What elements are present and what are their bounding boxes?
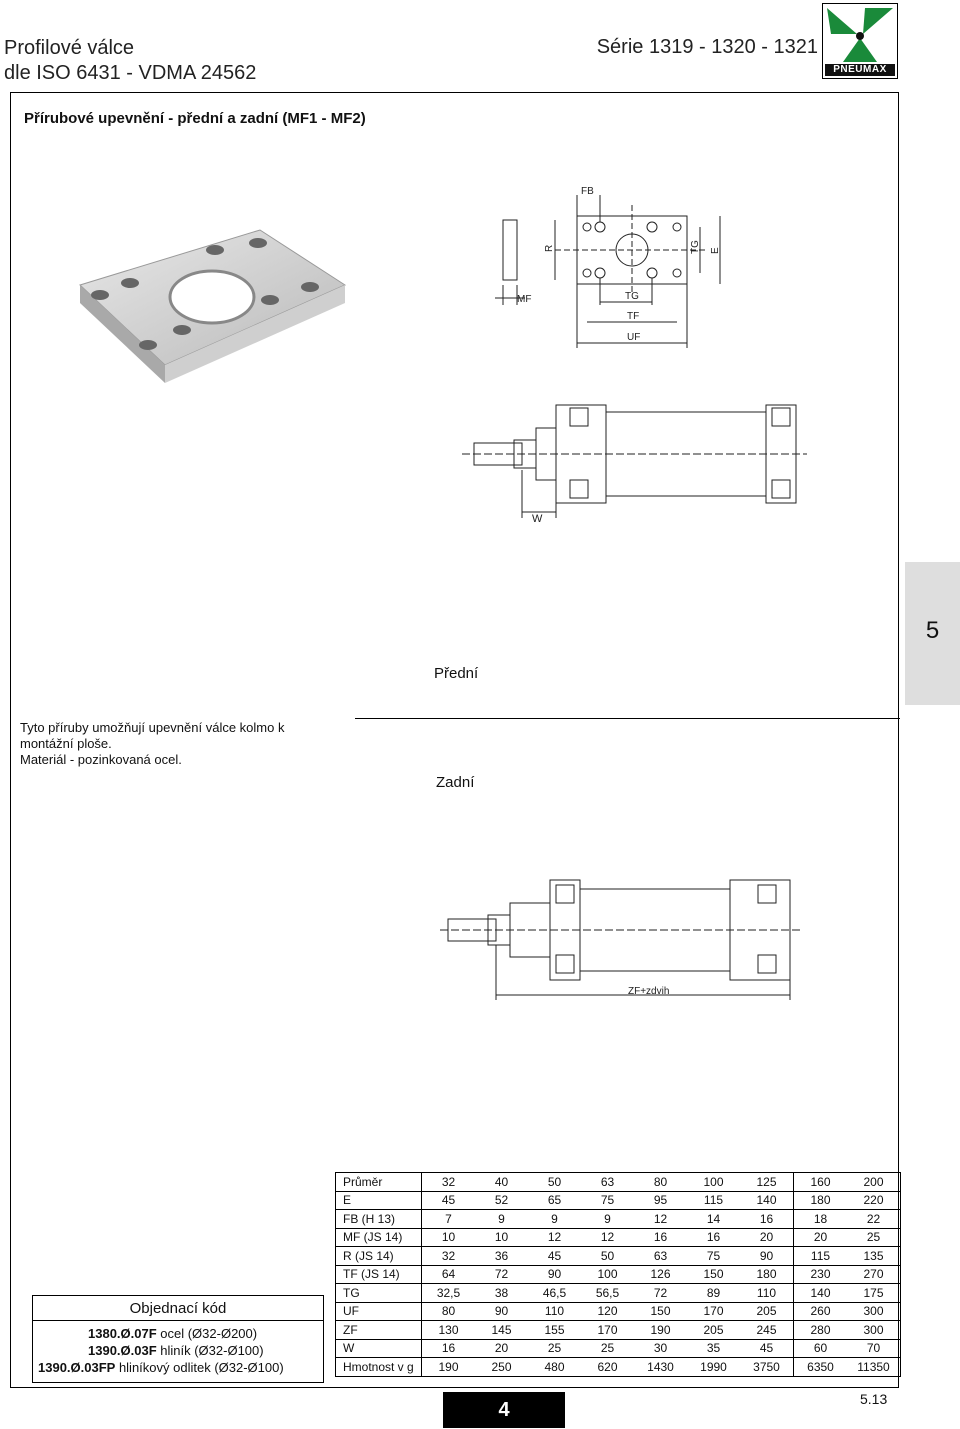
- row-header-cell: MF (JS 14): [336, 1228, 422, 1247]
- row-header-cell: ZF: [336, 1321, 422, 1340]
- table-cell: 95: [634, 1191, 687, 1210]
- divider-line: [355, 718, 900, 719]
- table-cell: 150: [634, 1302, 687, 1321]
- table-cell: 11350: [847, 1358, 901, 1377]
- order-desc: hliníkový odlitek (Ø32-Ø100): [115, 1360, 284, 1375]
- table-cell: 180: [740, 1265, 794, 1284]
- chapter-tab: [905, 562, 960, 705]
- table-cell: 110: [528, 1302, 581, 1321]
- table-cell: 175: [847, 1284, 901, 1303]
- description-line3: Materiál - pozinkovaná ocel.: [20, 752, 182, 767]
- table-cell: 16: [740, 1210, 794, 1229]
- table-cell: 18: [794, 1210, 848, 1229]
- flange-dimension-drawing: [495, 180, 735, 350]
- table-cell: 80: [634, 1173, 687, 1192]
- table-cell: 63: [581, 1173, 634, 1192]
- table-cell: 180: [794, 1191, 848, 1210]
- table-cell: 230: [794, 1265, 848, 1284]
- table-cell: 115: [794, 1247, 848, 1266]
- front-view-label: Přední: [434, 665, 479, 682]
- table-cell: 7: [422, 1210, 476, 1229]
- table-cell: 45: [422, 1191, 476, 1210]
- logo-pinwheel-icon: [823, 4, 897, 64]
- table-cell: 12: [581, 1228, 634, 1247]
- table-cell: 90: [475, 1302, 528, 1321]
- order-code-separator: [32, 1320, 324, 1321]
- table-cell: 20: [794, 1228, 848, 1247]
- table-row: [336, 1191, 901, 1210]
- table-cell: 35: [687, 1339, 740, 1358]
- table-cell: 1990: [687, 1358, 740, 1377]
- label-fb: FB: [581, 186, 594, 197]
- table-cell: 32: [422, 1247, 476, 1266]
- table-cell: 72: [475, 1265, 528, 1284]
- table-cell: 125: [740, 1173, 794, 1192]
- table-cell: 25: [581, 1339, 634, 1358]
- table-cell: 45: [740, 1339, 794, 1358]
- table-cell: 200: [847, 1173, 901, 1192]
- label-tg: TG: [625, 291, 639, 302]
- rear-cylinder-drawing: [440, 875, 805, 1005]
- table-cell: 65: [528, 1191, 581, 1210]
- table-cell: 12: [528, 1228, 581, 1247]
- table-row: [336, 1247, 901, 1266]
- order-code: 1390.Ø.03FP: [38, 1360, 116, 1375]
- table-cell: 10: [475, 1228, 528, 1247]
- description: [20, 720, 284, 768]
- table-cell: 16: [687, 1228, 740, 1247]
- description-line2: montážní ploše.: [20, 736, 112, 751]
- row-header-cell: TG: [336, 1284, 422, 1303]
- table-cell: 6350: [794, 1358, 848, 1377]
- table-cell: 36: [475, 1247, 528, 1266]
- table-cell: 300: [847, 1302, 901, 1321]
- table-cell: 250: [475, 1358, 528, 1377]
- label-tg-vertical: TG: [690, 240, 701, 254]
- row-header-cell: TF (JS 14): [336, 1265, 422, 1284]
- table-cell: 190: [422, 1358, 476, 1377]
- table-cell: 60: [794, 1339, 848, 1358]
- table-cell: 1430: [634, 1358, 687, 1377]
- order-code: 1380.Ø.07F: [88, 1326, 157, 1341]
- table-cell: 110: [740, 1284, 794, 1303]
- table-cell: 50: [581, 1247, 634, 1266]
- table-cell: 220: [847, 1191, 901, 1210]
- order-code-title: Objednací kód: [129, 1300, 227, 1317]
- table-row: [336, 1284, 901, 1303]
- table-cell: 190: [634, 1321, 687, 1340]
- table-cell: 135: [847, 1247, 901, 1266]
- pneumax-logo: [822, 3, 898, 79]
- row-header-cell: UF: [336, 1302, 422, 1321]
- table-cell: 3750: [740, 1358, 794, 1377]
- table-cell: 90: [740, 1247, 794, 1266]
- table-cell: 130: [422, 1321, 476, 1340]
- table-cell: 16: [634, 1228, 687, 1247]
- table-cell: 115: [687, 1191, 740, 1210]
- header-title-line2: dle ISO 6431 - VDMA 24562: [4, 62, 257, 84]
- label-uf: UF: [627, 332, 641, 343]
- table-cell: 170: [687, 1302, 740, 1321]
- rear-view-label: Zadní: [436, 774, 475, 791]
- table-cell: 75: [581, 1191, 634, 1210]
- table-cell: 89: [687, 1284, 740, 1303]
- row-header-cell: Hmotnost v g: [336, 1358, 422, 1377]
- table-cell: 170: [581, 1321, 634, 1340]
- table-cell: 56,5: [581, 1284, 634, 1303]
- table-cell: 205: [740, 1302, 794, 1321]
- table-cell: 205: [687, 1321, 740, 1340]
- table-cell: 155: [528, 1321, 581, 1340]
- table-cell: 90: [528, 1265, 581, 1284]
- table-row: [336, 1265, 901, 1284]
- table-cell: 80: [422, 1302, 476, 1321]
- label-zf: ZF+zdvih: [628, 986, 670, 997]
- table-row: [336, 1228, 901, 1247]
- table-cell: 63: [634, 1247, 687, 1266]
- table-cell: 52: [475, 1191, 528, 1210]
- label-w: W: [532, 513, 543, 525]
- row-header-cell: E: [336, 1191, 422, 1210]
- row-header-cell: W: [336, 1339, 422, 1358]
- table-cell: 32: [422, 1173, 476, 1192]
- table-cell: 25: [847, 1228, 901, 1247]
- flange-plate-image: [70, 225, 350, 395]
- table-cell: 126: [634, 1265, 687, 1284]
- table-cell: 100: [687, 1173, 740, 1192]
- table-cell: 46,5: [528, 1284, 581, 1303]
- series-title: Série 1319 - 1320 - 1321: [596, 36, 818, 58]
- order-item: [88, 1325, 257, 1342]
- table-row: [336, 1339, 901, 1358]
- table-row: [336, 1321, 901, 1340]
- table-cell: 10: [422, 1228, 476, 1247]
- chapter-number: 5: [925, 617, 940, 644]
- table-cell: 140: [794, 1284, 848, 1303]
- table-cell: 120: [581, 1302, 634, 1321]
- header-title: [4, 36, 256, 86]
- table-cell: 40: [475, 1173, 528, 1192]
- table-cell: 9: [528, 1210, 581, 1229]
- label-tf: TF: [627, 311, 640, 322]
- table-cell: 14: [687, 1210, 740, 1229]
- table-cell: 30: [634, 1339, 687, 1358]
- row-header-cell: Průměr: [336, 1173, 422, 1192]
- order-desc: hliník (Ø32-Ø100): [156, 1343, 264, 1358]
- table-cell: 75: [687, 1247, 740, 1266]
- header-title-line1: Profilové válce: [4, 37, 135, 59]
- table-cell: 32,5: [422, 1284, 476, 1303]
- table-cell: 9: [581, 1210, 634, 1229]
- table-row: [336, 1173, 901, 1192]
- table-cell: 72: [634, 1284, 687, 1303]
- table-cell: 9: [475, 1210, 528, 1229]
- table-cell: 270: [847, 1265, 901, 1284]
- table-cell: 145: [475, 1321, 528, 1340]
- table-cell: 150: [687, 1265, 740, 1284]
- table-cell: 260: [794, 1302, 848, 1321]
- table-cell: 25: [528, 1339, 581, 1358]
- order-code: 1390.Ø.03F: [88, 1343, 157, 1358]
- order-item: [38, 1359, 284, 1376]
- description-line1: Tyto příruby umožňují upevnění válce kolmo k: [20, 720, 285, 735]
- table-row: [336, 1358, 901, 1377]
- dimension-table: [335, 1172, 901, 1377]
- table-cell: 160: [794, 1173, 848, 1192]
- table-cell: 45: [528, 1247, 581, 1266]
- table-cell: 22: [847, 1210, 901, 1229]
- table-cell: 50: [528, 1173, 581, 1192]
- table-cell: 38: [475, 1284, 528, 1303]
- table-cell: 20: [740, 1228, 794, 1247]
- label-r: R: [544, 244, 555, 252]
- table-cell: 16: [422, 1339, 476, 1358]
- table-cell: 280: [794, 1321, 848, 1340]
- row-header-cell: FB (H 13): [336, 1210, 422, 1229]
- section-title: Přírubové upevnění - přední a zadní (MF1 - MF2): [24, 110, 366, 127]
- table-cell: 12: [634, 1210, 687, 1229]
- order-desc: ocel (Ø32-Ø200): [156, 1326, 258, 1341]
- table-row: [336, 1302, 901, 1321]
- table-cell: 100: [581, 1265, 634, 1284]
- table-row: [336, 1210, 901, 1229]
- table-cell: 70: [847, 1339, 901, 1358]
- table-cell: 300: [847, 1321, 901, 1340]
- table-cell: 140: [740, 1191, 794, 1210]
- logo-brand-text: PNEUMAX: [825, 64, 895, 76]
- table-cell: 245: [740, 1321, 794, 1340]
- table-cell: 480: [528, 1358, 581, 1377]
- page-number: 4: [443, 1392, 565, 1428]
- table-cell: 64: [422, 1265, 476, 1284]
- label-e: E: [710, 247, 721, 254]
- order-item: [88, 1342, 264, 1359]
- front-cylinder-drawing: [462, 400, 822, 525]
- label-mf: MF: [517, 294, 532, 305]
- page-reference: 5.13: [860, 1391, 888, 1407]
- table-cell: 20: [475, 1339, 528, 1358]
- row-header-cell: R (JS 14): [336, 1247, 422, 1266]
- table-cell: 620: [581, 1358, 634, 1377]
